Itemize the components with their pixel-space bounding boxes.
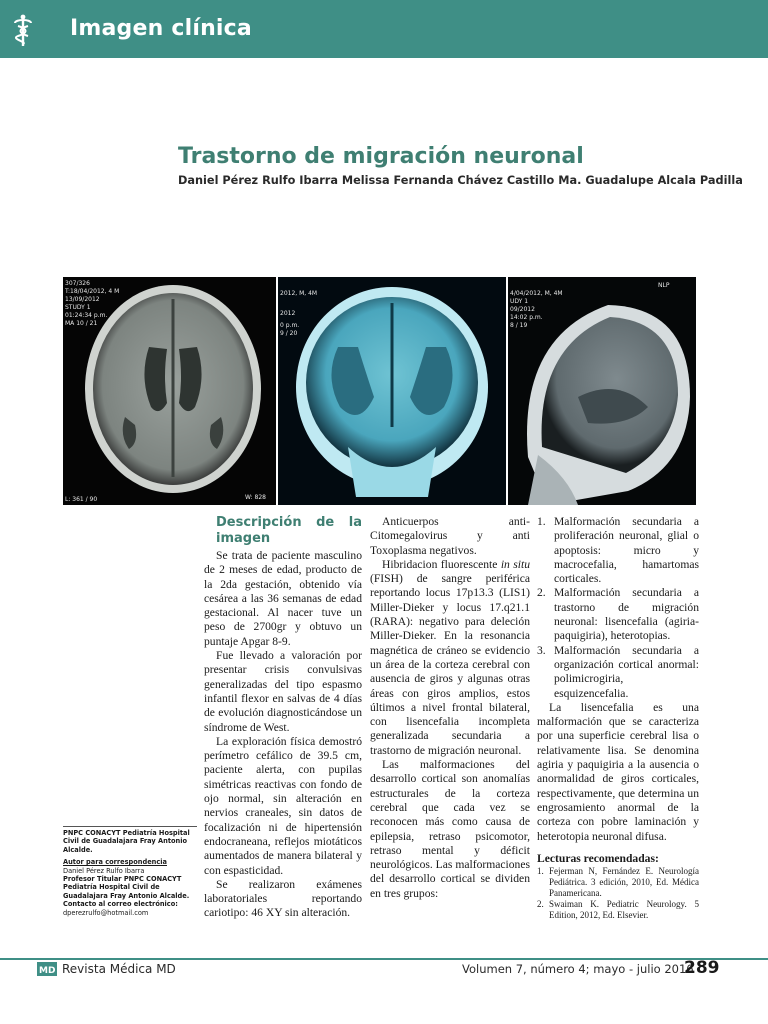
body-paragraph: La lisencefalia es una malformación que se caracteriza por una superficie cerebral lisa o relativamente lisa. Se denomina agiria y paquigiria a la ausencia o anormalidad de giros corticales, respectivamente, que determina un engrosamiento anormal de la corteza con pobre laminación y heterotopia neuronal difusa. [537, 700, 699, 843]
footer-issue-info: Volumen 7, número 4; mayo - julio 2016 [462, 962, 694, 976]
scan-label: 01:24:34 p.m. [65, 312, 108, 319]
reference-item [537, 899, 699, 921]
body-paragraph: Las malformaciones del desarrollo cortical son anomalías estructurales de la corteza cerebral que cada vez se reconocen más como causa de epilepsia, retraso psicomotor, retraso mental y déficit neurológicos. Las malformaciones del desarrollo cortical se dividen en tres grupos: [370, 758, 531, 900]
scan-label: 0 p.m. [280, 322, 300, 329]
reference-list [537, 866, 699, 921]
list-number: 3. [537, 643, 546, 657]
author-affiliation [63, 826, 197, 921]
scan-label: 9 / 20 [280, 330, 298, 337]
body-paragraph: Se trata de paciente masculino de 2 meses de edad, producto de la 2da gestación, obtenido vía cesárea a las 36 semanas de edad gestacional. Al nacer tuve un peso de 2700gr y obtuvo un puntaje Apgar 8-9. [204, 549, 362, 648]
scan-label: UDY 1 [510, 298, 529, 305]
page-number: 289 [684, 958, 720, 978]
mri-coronal-image [278, 277, 506, 505]
body-paragraph: Se realizaron exámenes laboratoriales reportando cariotipo: 46 XY sin alteración. [204, 877, 362, 920]
reference-number: 1. [537, 866, 544, 877]
scan-label: MA 10 / 21 [65, 320, 98, 327]
footer-journal-name: Revista Médica MD [62, 962, 176, 976]
reference-text: Swaiman K. Pediatric Neurology. 5 Edition, 2012, Ed. Elsevier. [549, 899, 699, 921]
reference-text: Fejerman N, Fernández E. Neurología Pediátrica. 3 edición, 2010, Ed. Médica Panamericana. [549, 866, 699, 899]
corresponding-author-label: Autor para correspondencia [63, 858, 167, 867]
list-number: 1. [537, 515, 546, 528]
list-item [537, 644, 699, 701]
scan-label: 09/2012 [510, 306, 535, 313]
scan-label: 2012 [280, 310, 296, 317]
body-column-3 [537, 515, 699, 921]
malformation-list [537, 515, 699, 701]
journal-logo-icon [37, 962, 57, 976]
body-paragraph-fish [370, 558, 530, 758]
scan-label: 2012, M, 4M [280, 290, 318, 297]
body-column-1 [204, 515, 362, 921]
svg-text:MD: MD [39, 966, 56, 976]
scan-label: 307/326 [65, 280, 90, 287]
body-paragraph: Fue llevado a valoración por presentar crisis convulsivas generalizadas del tipo espasmo infantil flexor en salvas de 4 días de evolución diagnosticándose un síndrome de West. [204, 649, 362, 734]
fish-text: (FISH) de sangre periférica reportando locus 17p13.3 (LIS1) Miller-Dieker y locus 17.q21.1 (RARA): negativo para deleción Miller-Dieker. En la resonancia magnética de cráneo se evidencio un área de la corteza cerebral con ausencia de giros y algunas otras áreas con giros amplios, estos últimos a nivel frontal bilateral, con lisencefalia incompleta generalizada secundaria a trastorno de migración neuronal. [370, 572, 530, 757]
caduceus-icon [10, 14, 36, 48]
article-title: Trastorno de migración neuronal [178, 144, 584, 169]
scan-label: 8 / 19 [510, 322, 528, 329]
footer-divider [0, 958, 768, 960]
list-text: Malformación secundaria a organización cortical anormal: polimicrogiria, esquizencefalia. [554, 643, 699, 700]
reference-item [537, 866, 699, 899]
affiliation-institution: PNPC CONACYT Pediatría Hospital Civil de Guadalajara Fray Antonio Alcalde. [63, 829, 190, 854]
section-title: Imagen clínica [70, 16, 252, 41]
fish-italic: in situ [500, 557, 530, 571]
scan-label: 4/04/2012, M, 4M [510, 290, 563, 297]
body-paragraph: La exploración física demostró perímetro cefálico de 39.5 cm, paciente alerta, con pupilas simétricas reactivas con fondo de ojo normal, sin alteración en nervios craneales, sin datos de focalización ni de hipertensión endocraneana, reflejos miotáticos aumentados de manera bilateral y con espasticidad. [204, 734, 362, 877]
contact-label: Contacto al correo electrónico: [63, 900, 178, 909]
corresponding-author-name: Daniel Pérez Rulfo Ibarra [63, 866, 145, 875]
mri-axial-image [63, 277, 276, 505]
scan-label: 13/09/2012 [65, 296, 100, 303]
scan-label: T:18/04/2012, 4 M [65, 288, 120, 295]
scan-label: L: 361 / 90 [65, 496, 98, 503]
list-item [537, 515, 699, 586]
list-number: 2. [537, 586, 546, 600]
scan-label: NLP [658, 282, 670, 289]
scan-label: W: 828 [245, 494, 266, 501]
body-column-2 [370, 515, 530, 901]
description-heading: Descripción de la imagen [216, 515, 362, 546]
list-text: Malformación secundaria a trastorno de migración neuronal: lisencefalia (agiria-paquigiria), heterotopias. [554, 586, 699, 643]
list-text: Malformación secundaria a proliferación neuronal, glial o apoptosis: micro y macrocefalia, hamartomas corticales. [554, 515, 699, 586]
scan-label: STUDY 1 [65, 304, 91, 311]
section-header-bar [0, 0, 768, 58]
list-item [537, 586, 699, 643]
fish-text: Hibridacion fluorescente [382, 557, 501, 571]
article-authors: Daniel Pérez Rulfo Ibarra Melissa Fernanda Chávez Castillo Ma. Guadalupe Alcala Padilla [178, 174, 743, 187]
scan-label: 14:02 p.m. [510, 314, 543, 321]
readings-heading: Lecturas recomendadas: [537, 851, 659, 865]
corresponding-author-role: Profesor Titular PNPC CONACYT Pediatría Hospital Civil de Guadalajara Fray Antonio Alcalde. [63, 875, 190, 900]
reference-number: 2. [537, 899, 544, 910]
mri-sagittal-image [508, 277, 696, 505]
body-paragraph: Anticuerpos anti-Citomegalovirus y anti Toxoplasma negativos. [370, 515, 530, 557]
contact-email: dperezrulfo@hotmail.com [63, 908, 149, 917]
